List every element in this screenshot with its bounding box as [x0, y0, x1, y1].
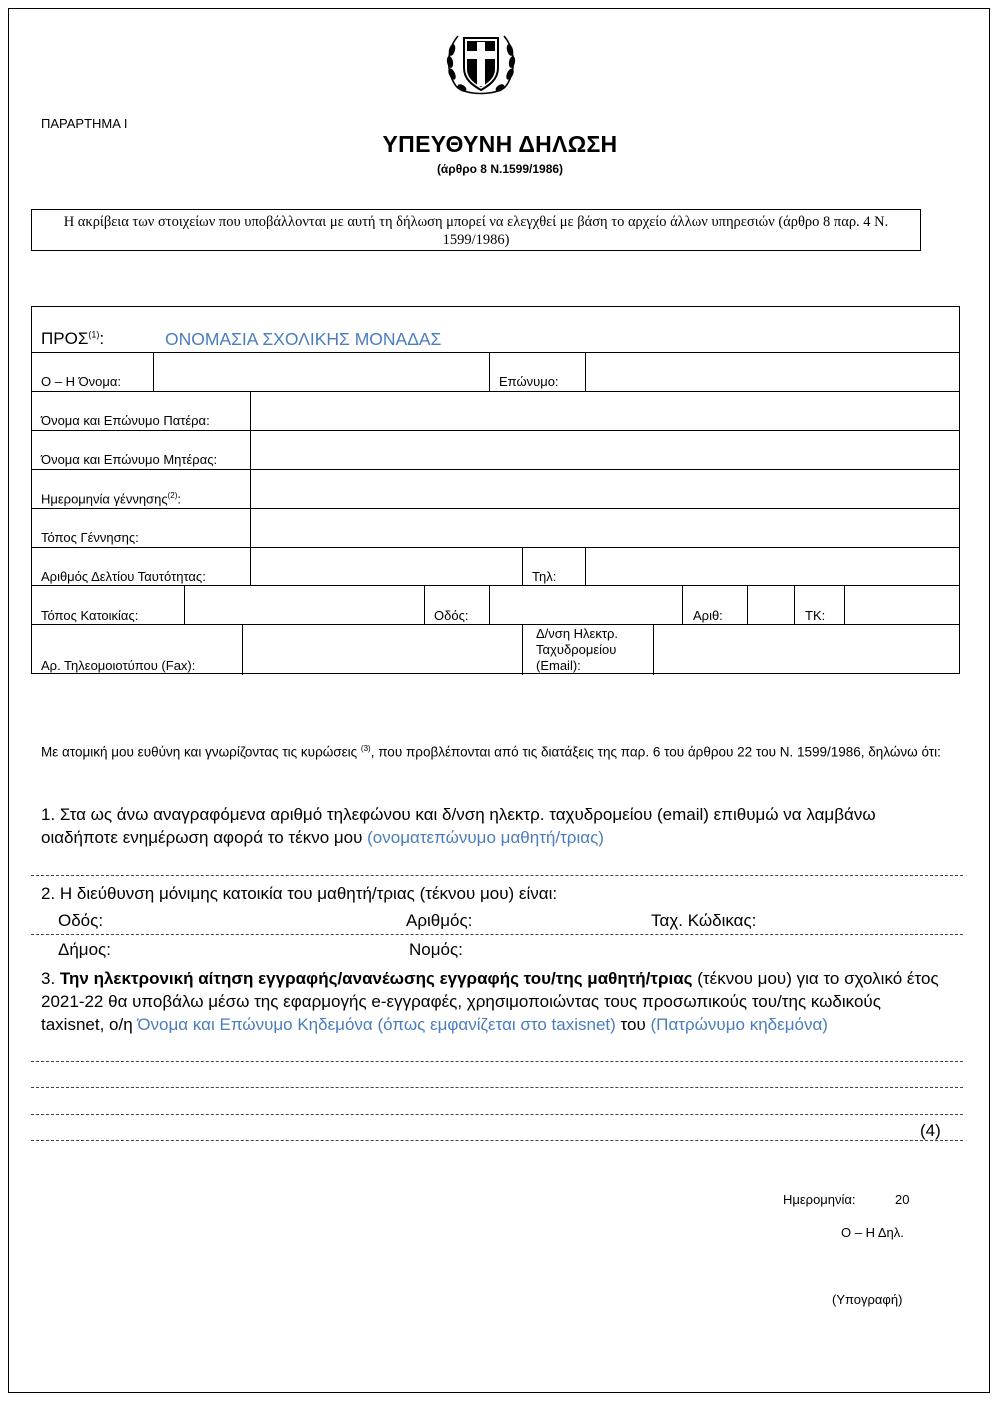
- street-field[interactable]: [490, 586, 681, 624]
- street-label: Οδός:: [434, 608, 469, 623]
- date-label: Ημερομηνία:: [783, 1192, 856, 1207]
- father-name-label: Όνομα και Επώνυμο Πατέρα:: [41, 413, 210, 428]
- declarant-label: Ο – Η Δηλ.: [841, 1225, 904, 1240]
- coat-of-arms-icon: [442, 24, 520, 102]
- address-prefecture-label: Νομός:: [409, 940, 463, 959]
- note-4: (4): [920, 1121, 941, 1140]
- school-name-field[interactable]: ΟΝΟΜΑΣΙΑ ΣΧΟΛΙΚΗΣ ΜΟΝΑΔΑΣ: [165, 329, 442, 349]
- fax-field[interactable]: [243, 625, 521, 674]
- residence-field[interactable]: [185, 586, 423, 624]
- id-number-label: Αριθμός Δελτίου Ταυτότητας:: [41, 569, 206, 584]
- postcode-field[interactable]: [845, 586, 958, 624]
- number-label: Αριθ:: [693, 608, 723, 623]
- mother-name-field[interactable]: [251, 431, 958, 469]
- address-postcode-label: Ταχ. Κώδικας:: [651, 911, 757, 930]
- guardian-name-placeholder[interactable]: Όνομα και Επώνυμο Κηδεμόνα (όπως εμφανίζεται στο taxisnet): [137, 1015, 616, 1034]
- first-name-label: Ο – Η Όνομα:: [41, 374, 121, 389]
- phone-label: Τηλ:: [532, 569, 557, 584]
- document-title: ΥΠΕΥΘΥΝΗ ΔΗΛΩΣΗ: [382, 131, 618, 157]
- address-street-label: Οδός:: [58, 911, 104, 930]
- declaration-item-1: 1. Στα ως άνω αναγραφόμενα αριθμό τηλεφώνου και δ/νση ηλεκτρ. ταχυδρομείου (email) επιθυμώ να λαμβάνω οιαδήποτε ενημέρωση αφορά το τέκνο μου (ονοματεπώνυμο μαθητή/τριας): [41, 805, 876, 847]
- personal-details-form: [31, 306, 960, 674]
- declaration-intro: Με ατομική μου ευθύνη και γνωρίζοντας τις κυρώσεις $^{(3)}$, που προβλέπονται από τις διατάξεις της παρ. 6 του άρθρου 22 του Ν. 1599/1986, δηλώνω ότι:: [41, 744, 941, 760]
- email-field[interactable]: [654, 625, 958, 674]
- dotted-line: [31, 1114, 963, 1115]
- father-name-field[interactable]: [251, 392, 958, 430]
- address-number-label: Αριθμός:: [406, 911, 473, 930]
- date-year: 20: [895, 1192, 910, 1207]
- accuracy-notice: Η ακρίβεια των στοιχείων που υποβάλλονται με αυτή τη δήλωση μπορεί να ελεγχθεί με βάση το αρχείο άλλων υπηρεσιών (άρθρο 8 παρ. 4 Ν. 1599/1986): [31, 209, 921, 251]
- last-name-field[interactable]: [586, 353, 958, 391]
- email-label: Δ/νση Ηλεκτρ. Ταχυδρομείου (Email):: [536, 626, 618, 673]
- to-label: ΠΡΟΣ$^{(1)}$:: [41, 329, 105, 348]
- residence-label: Τόπος Κατοικίας:: [41, 608, 139, 623]
- declaration-item-3: 3. Την ηλεκτρονική αίτηση εγγραφής/ανανέωσης εγγραφής του/της μαθητή/τριας (τέκνου μου) για το σχολικό έτος 2021-22 θα υποβάλω μέσω της εφαρμογής e-εγγραφές, χρησιμοποιώντας τους προσωπικούς του/της κωδικούς taxisnet, ο/η Όνομα και Επώνυμο Κηδεμόνα (όπως εμφανίζεται στο taxisnet) του (Πατρώνυμο κηδεμόνα): [41, 969, 939, 1034]
- first-name-field[interactable]: [154, 353, 488, 391]
- signature-label: (Υπογραφή): [832, 1292, 903, 1307]
- birth-place-label: Τόπος Γέννησης:: [41, 530, 139, 545]
- birth-date-field[interactable]: [251, 470, 958, 508]
- mother-name-label: Όνομα και Επώνυμο Μητέρας:: [41, 452, 218, 467]
- document-subtitle: (άρθρο 8 Ν.1599/1986): [436, 162, 564, 176]
- last-name-label: Επώνυμο:: [499, 374, 559, 389]
- dotted-line: [31, 934, 963, 935]
- declaration-item-2: 2. Η διεύθυνση μόνιμης κατοικία του μαθητή/τριας (τέκνου μου) είναι:: [41, 884, 558, 903]
- id-number-field[interactable]: [251, 548, 521, 585]
- birth-date-label: Ημερομηνία γέννησης$^{(2)}$:: [41, 491, 181, 507]
- address-municipality-label: Δήμος:: [58, 940, 111, 959]
- phone-field[interactable]: [586, 548, 958, 585]
- fax-label: Αρ. Τηλεομοιοτύπου (Fax):: [41, 658, 196, 673]
- dotted-line: [31, 1087, 963, 1088]
- student-name-placeholder[interactable]: (ονοματεπώνυμο μαθητή/τριας): [367, 828, 604, 847]
- dotted-line: [31, 875, 963, 876]
- postcode-label: ΤΚ:: [805, 608, 826, 623]
- birth-place-field[interactable]: [251, 509, 958, 547]
- dotted-line: [31, 1140, 963, 1141]
- number-field[interactable]: [748, 586, 793, 624]
- dotted-line: [31, 1061, 963, 1062]
- guardian-patronymic-placeholder[interactable]: (Πατρώνυμο κηδεμόνα): [650, 1015, 828, 1034]
- annex-label: ΠΑΡΑΡΤΗΜΑ Ι: [41, 116, 128, 131]
